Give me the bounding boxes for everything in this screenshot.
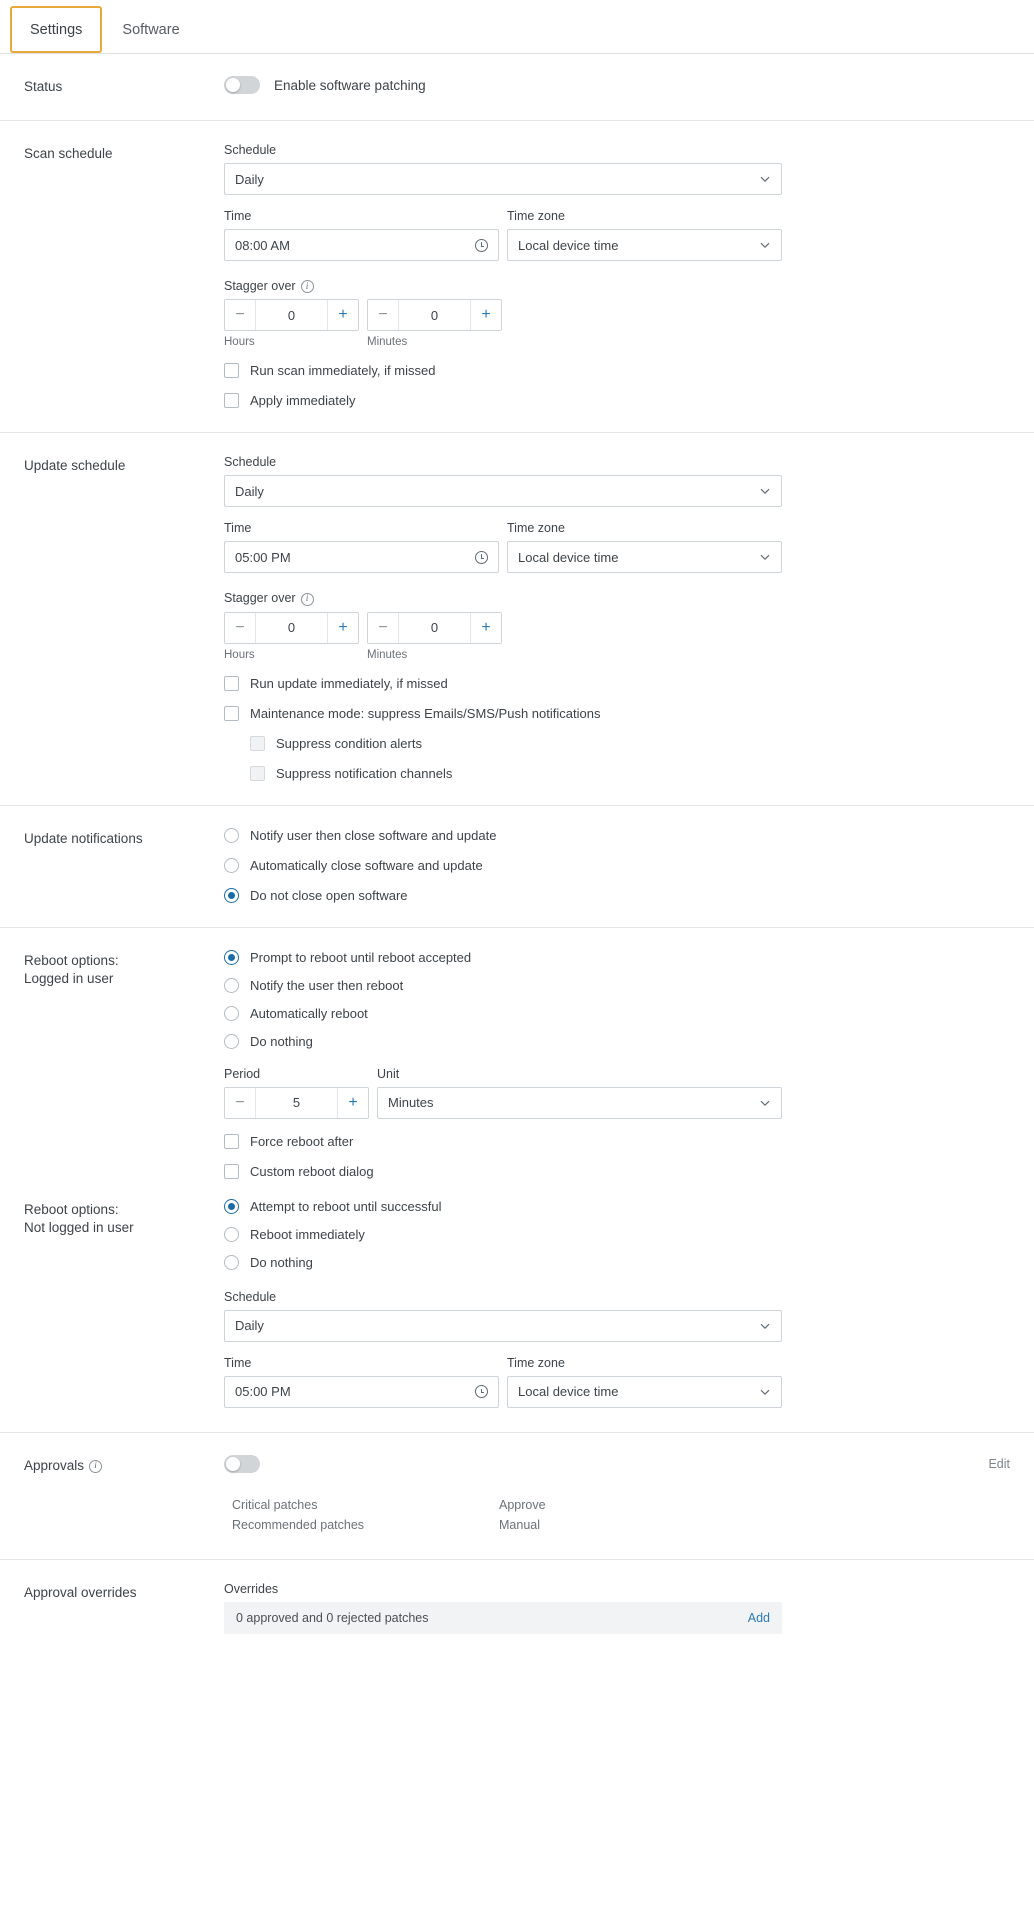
chevron-down-icon xyxy=(759,1320,771,1332)
update-stagger-text: Stagger over xyxy=(224,591,296,606)
radio-reboot-immediately-label: Reboot immediately xyxy=(250,1226,365,1242)
reboot-schedule-value: Daily xyxy=(235,1318,264,1334)
scan-minutes-plus-button[interactable]: + xyxy=(470,300,501,330)
custom-reboot-dialog-row[interactable] xyxy=(224,1164,1010,1179)
approvals-header-row xyxy=(224,1455,1010,1473)
clock-icon xyxy=(475,239,488,252)
chevron-down-icon xyxy=(759,485,771,497)
overrides-add-link[interactable]: Add xyxy=(747,1610,770,1625)
tab-software-label: Software xyxy=(122,22,180,38)
custom-reboot-dialog-checkbox[interactable] xyxy=(224,1164,239,1179)
suppress-condition-alerts-row[interactable] xyxy=(250,736,1010,751)
chevron-down-icon xyxy=(759,551,771,563)
reboot-not-logged-in-option-2[interactable] xyxy=(224,1255,1010,1270)
scan-hours-minus-button[interactable]: − xyxy=(225,300,256,330)
radio-do-nothing-logged-in[interactable] xyxy=(224,1034,239,1049)
toggle-knob xyxy=(226,1457,240,1471)
reboot-logged-in-option-1[interactable] xyxy=(224,978,1010,993)
reboot-schedule-label: Schedule xyxy=(224,1289,277,1304)
reboot-period-label: Period xyxy=(224,1066,261,1081)
scan-minutes-minus-button[interactable]: − xyxy=(368,300,399,330)
scan-stagger-text: Stagger over xyxy=(224,279,296,294)
approvals-table xyxy=(224,1495,1010,1535)
reboot-timezone-label: Time zone xyxy=(507,1355,565,1370)
approval-overrides-section-label: Approval overrides xyxy=(24,1584,137,1600)
reboot-schedule-select[interactable] xyxy=(224,1310,782,1342)
tab-settings-label: Settings xyxy=(30,22,83,38)
reboot-time-input[interactable] xyxy=(224,1376,499,1408)
approvals-mode-critical: Approve xyxy=(499,1497,546,1512)
clock-icon xyxy=(475,551,488,564)
chevron-down-icon xyxy=(759,1386,771,1398)
enable-software-patching-label: Enable software patching xyxy=(274,77,426,93)
scan-hours-unit-label: Hours xyxy=(224,336,255,349)
radio-notify-then-reboot-label: Notify the user then reboot xyxy=(250,977,404,993)
scan-schedule-select[interactable] xyxy=(224,163,782,195)
custom-reboot-dialog-label: Custom reboot dialog xyxy=(250,1163,374,1179)
update-minutes-unit-label: Minutes xyxy=(367,648,408,661)
reboot-logged-in-label-line1: Reboot options: xyxy=(24,952,119,968)
section-scan-schedule xyxy=(0,121,1034,433)
reboot-timezone-select[interactable] xyxy=(507,1376,782,1408)
scan-timezone-value: Local device time xyxy=(518,237,619,253)
scan-stagger-label xyxy=(224,279,1010,293)
info-icon[interactable]: i xyxy=(89,1460,102,1473)
radio-do-not-close[interactable] xyxy=(224,888,239,903)
update-minutes-minus-button[interactable]: − xyxy=(368,613,399,643)
scan-time-row xyxy=(224,209,1010,261)
approvals-edit-link[interactable]: Edit xyxy=(988,1456,1010,1471)
status-toggle-row xyxy=(224,76,1010,94)
info-icon[interactable]: i xyxy=(301,280,314,293)
radio-do-nothing-not-logged-in-label: Do nothing xyxy=(250,1254,313,1270)
approvals-mode-column xyxy=(499,1495,774,1535)
reboot-schedule-block xyxy=(224,1290,1010,1342)
radio-reboot-immediately[interactable] xyxy=(224,1227,239,1242)
update-timezone-select[interactable] xyxy=(507,541,782,573)
reboot-logged-in-option-2[interactable] xyxy=(224,1006,1010,1021)
approvals-type-critical: Critical patches xyxy=(232,1497,318,1512)
scan-time-value: 08:00 AM xyxy=(235,237,290,253)
section-update-notifications xyxy=(0,806,1034,928)
scan-minutes-unit-label: Minutes xyxy=(367,336,408,349)
radio-do-nothing-not-logged-in[interactable] xyxy=(224,1255,239,1270)
info-icon[interactable]: i xyxy=(301,593,314,606)
reboot-logged-in-option-3[interactable] xyxy=(224,1034,1010,1049)
force-reboot-checkbox[interactable] xyxy=(224,1134,239,1149)
suppress-notification-channels-label: Suppress notification channels xyxy=(276,765,453,781)
reboot-period-row xyxy=(224,1067,1010,1119)
scan-stagger-hours-stepper[interactable] xyxy=(224,299,359,331)
reboot-time-label: Time xyxy=(224,1355,252,1370)
maintenance-mode-label: Maintenance mode: suppress Emails/SMS/Push notifications xyxy=(250,705,601,721)
update-time-value: 05:00 PM xyxy=(235,549,291,565)
update-stagger-hours-stepper[interactable] xyxy=(224,612,359,644)
approvals-label-text: Approvals xyxy=(24,1457,85,1473)
scan-run-missed-label: Run scan immediately, if missed xyxy=(250,363,436,379)
update-notifications-section-label: Update notifications xyxy=(24,830,143,846)
update-time-label: Time xyxy=(224,521,252,536)
section-reboot-logged-in xyxy=(0,928,1034,1185)
reboot-not-logged-in-option-0[interactable] xyxy=(224,1199,1010,1214)
update-stagger-label xyxy=(224,591,1010,605)
radio-do-not-close-label: Do not close open software xyxy=(250,887,408,903)
chevron-down-icon xyxy=(759,239,771,251)
chevron-down-icon xyxy=(759,1097,771,1109)
update-timezone-value: Local device time xyxy=(518,549,619,565)
update-hours-plus-button[interactable]: + xyxy=(327,613,358,643)
radio-prompt-until-accepted-label: Prompt to reboot until reboot accepted xyxy=(250,949,472,965)
overrides-summary-text: 0 approved and 0 rejected patches xyxy=(236,1610,429,1625)
approvals-type-recommended: Recommended patches xyxy=(232,1517,365,1532)
reboot-period-minus-button[interactable]: − xyxy=(225,1088,256,1118)
scan-hours-value: 0 xyxy=(287,307,296,323)
update-stagger-minutes-stepper[interactable] xyxy=(367,612,502,644)
force-reboot-row[interactable] xyxy=(224,1134,1010,1149)
section-update-schedule xyxy=(0,433,1034,805)
reboot-period-plus-button[interactable]: + xyxy=(337,1088,368,1118)
overrides-summary-bar xyxy=(224,1602,782,1634)
update-run-missed-label: Run update immediately, if missed xyxy=(250,675,448,691)
reboot-logged-in-option-0[interactable] xyxy=(224,950,1010,965)
reboot-time-row xyxy=(224,1356,1010,1408)
approvals-section-label xyxy=(24,1455,224,1535)
scan-stagger-block xyxy=(224,279,1010,348)
toggle-knob xyxy=(226,78,240,92)
radio-prompt-until-accepted[interactable] xyxy=(224,950,239,965)
update-time-input[interactable] xyxy=(224,541,499,573)
reboot-time-value: 05:00 PM xyxy=(235,1384,291,1400)
section-approvals xyxy=(0,1433,1034,1560)
update-minutes-value: 0 xyxy=(430,620,439,636)
suppress-notification-channels-checkbox[interactable] xyxy=(250,766,265,781)
chevron-down-icon xyxy=(759,173,771,185)
update-stagger-steppers xyxy=(224,612,1010,644)
approvals-toggle[interactable] xyxy=(224,1455,260,1473)
scan-apply-immediately-checkbox[interactable] xyxy=(224,393,239,408)
reboot-period-stepper[interactable] xyxy=(224,1087,369,1119)
clock-icon xyxy=(475,1385,488,1398)
update-schedule-select[interactable] xyxy=(224,475,782,507)
approvals-mode-recommended: Manual xyxy=(499,1517,540,1532)
suppress-condition-alerts-checkbox[interactable] xyxy=(250,736,265,751)
reboot-logged-in-label-line2: Logged in user xyxy=(24,970,114,986)
reboot-timezone-value: Local device time xyxy=(518,1384,619,1400)
scan-stagger-minutes-stepper[interactable] xyxy=(367,299,502,331)
update-stagger-block xyxy=(224,591,1010,660)
update-timezone-label: Time zone xyxy=(507,521,565,536)
reboot-not-logged-in-label-line2: Not logged in user xyxy=(24,1219,134,1235)
scan-time-input[interactable] xyxy=(224,229,499,261)
update-run-missed-row[interactable] xyxy=(224,676,1010,691)
scan-schedule-value: Daily xyxy=(235,171,264,187)
scan-timezone-select[interactable] xyxy=(507,229,782,261)
reboot-not-logged-in-label-line1: Reboot options: xyxy=(24,1201,119,1217)
radio-notify-user-then-close-label: Notify user then close software and update xyxy=(250,827,497,843)
update-notification-option-2[interactable] xyxy=(224,888,1010,903)
reboot-logged-in-section-label xyxy=(24,950,224,1179)
radio-automatically-close[interactable] xyxy=(224,858,239,873)
enable-software-patching-toggle[interactable] xyxy=(224,76,260,94)
suppress-condition-alerts-label: Suppress condition alerts xyxy=(276,735,422,751)
section-reboot-not-logged-in xyxy=(0,1185,1034,1433)
radio-attempt-until-successful[interactable] xyxy=(224,1199,239,1214)
scan-run-missed-row[interactable] xyxy=(224,363,1010,378)
section-approval-overrides xyxy=(0,1560,1034,1658)
radio-automatically-close-label: Automatically close software and update xyxy=(250,857,483,873)
reboot-period-value: 5 xyxy=(292,1095,301,1111)
scan-run-missed-checkbox[interactable] xyxy=(224,363,239,378)
status-section-label: Status xyxy=(24,79,63,94)
maintenance-mode-row[interactable] xyxy=(224,706,1010,721)
scan-time-label: Time xyxy=(224,209,252,224)
radio-automatically-reboot[interactable] xyxy=(224,1006,239,1021)
approvals-type-column xyxy=(224,1495,499,1535)
radio-notify-then-reboot[interactable] xyxy=(224,978,239,993)
update-time-row xyxy=(224,521,1010,573)
reboot-unit-value: Minutes xyxy=(388,1095,434,1111)
section-status xyxy=(0,54,1034,121)
update-notification-option-0[interactable] xyxy=(224,828,1010,843)
scan-apply-immediately-row[interactable] xyxy=(224,393,1010,408)
scan-timezone-label: Time zone xyxy=(507,209,565,224)
update-stagger-units xyxy=(224,644,1010,661)
update-schedule-field-label: Schedule xyxy=(224,455,277,470)
reboot-not-logged-in-section-label xyxy=(24,1199,224,1408)
update-hours-value: 0 xyxy=(287,620,296,636)
reboot-unit-select[interactable] xyxy=(377,1087,782,1119)
update-run-missed-checkbox[interactable] xyxy=(224,676,239,691)
reboot-not-logged-in-option-1[interactable] xyxy=(224,1227,1010,1242)
update-schedule-value: Daily xyxy=(235,483,264,499)
scan-hours-plus-button[interactable]: + xyxy=(327,300,358,330)
update-hours-unit-label: Hours xyxy=(224,648,255,661)
force-reboot-label: Force reboot after xyxy=(250,1133,354,1149)
radio-notify-user-then-close[interactable] xyxy=(224,828,239,843)
scan-schedule-field-label: Schedule xyxy=(224,143,277,158)
radio-automatically-reboot-label: Automatically reboot xyxy=(250,1005,368,1021)
scan-stagger-steppers xyxy=(224,299,1010,331)
suppress-notification-channels-row[interactable] xyxy=(250,766,1010,781)
scan-minutes-value: 0 xyxy=(430,307,439,323)
scan-schedule-section-label: Scan schedule xyxy=(24,146,113,162)
scan-stagger-units xyxy=(224,331,1010,348)
reboot-unit-label: Unit xyxy=(377,1066,400,1081)
radio-do-nothing-logged-in-label: Do nothing xyxy=(250,1033,313,1049)
tab-settings[interactable] xyxy=(10,6,102,53)
scan-apply-immediately-label: Apply immediately xyxy=(250,393,356,409)
radio-attempt-until-successful-label: Attempt to reboot until successful xyxy=(250,1198,442,1214)
update-hours-minus-button[interactable]: − xyxy=(225,613,256,643)
tab-software[interactable] xyxy=(102,6,199,53)
maintenance-mode-checkbox[interactable] xyxy=(224,706,239,721)
tab-bar xyxy=(0,0,1034,54)
update-schedule-section-label: Update schedule xyxy=(24,458,126,474)
overrides-field-label: Overrides xyxy=(224,1581,279,1596)
update-minutes-plus-button[interactable]: + xyxy=(470,613,501,643)
update-notification-option-1[interactable] xyxy=(224,858,1010,873)
